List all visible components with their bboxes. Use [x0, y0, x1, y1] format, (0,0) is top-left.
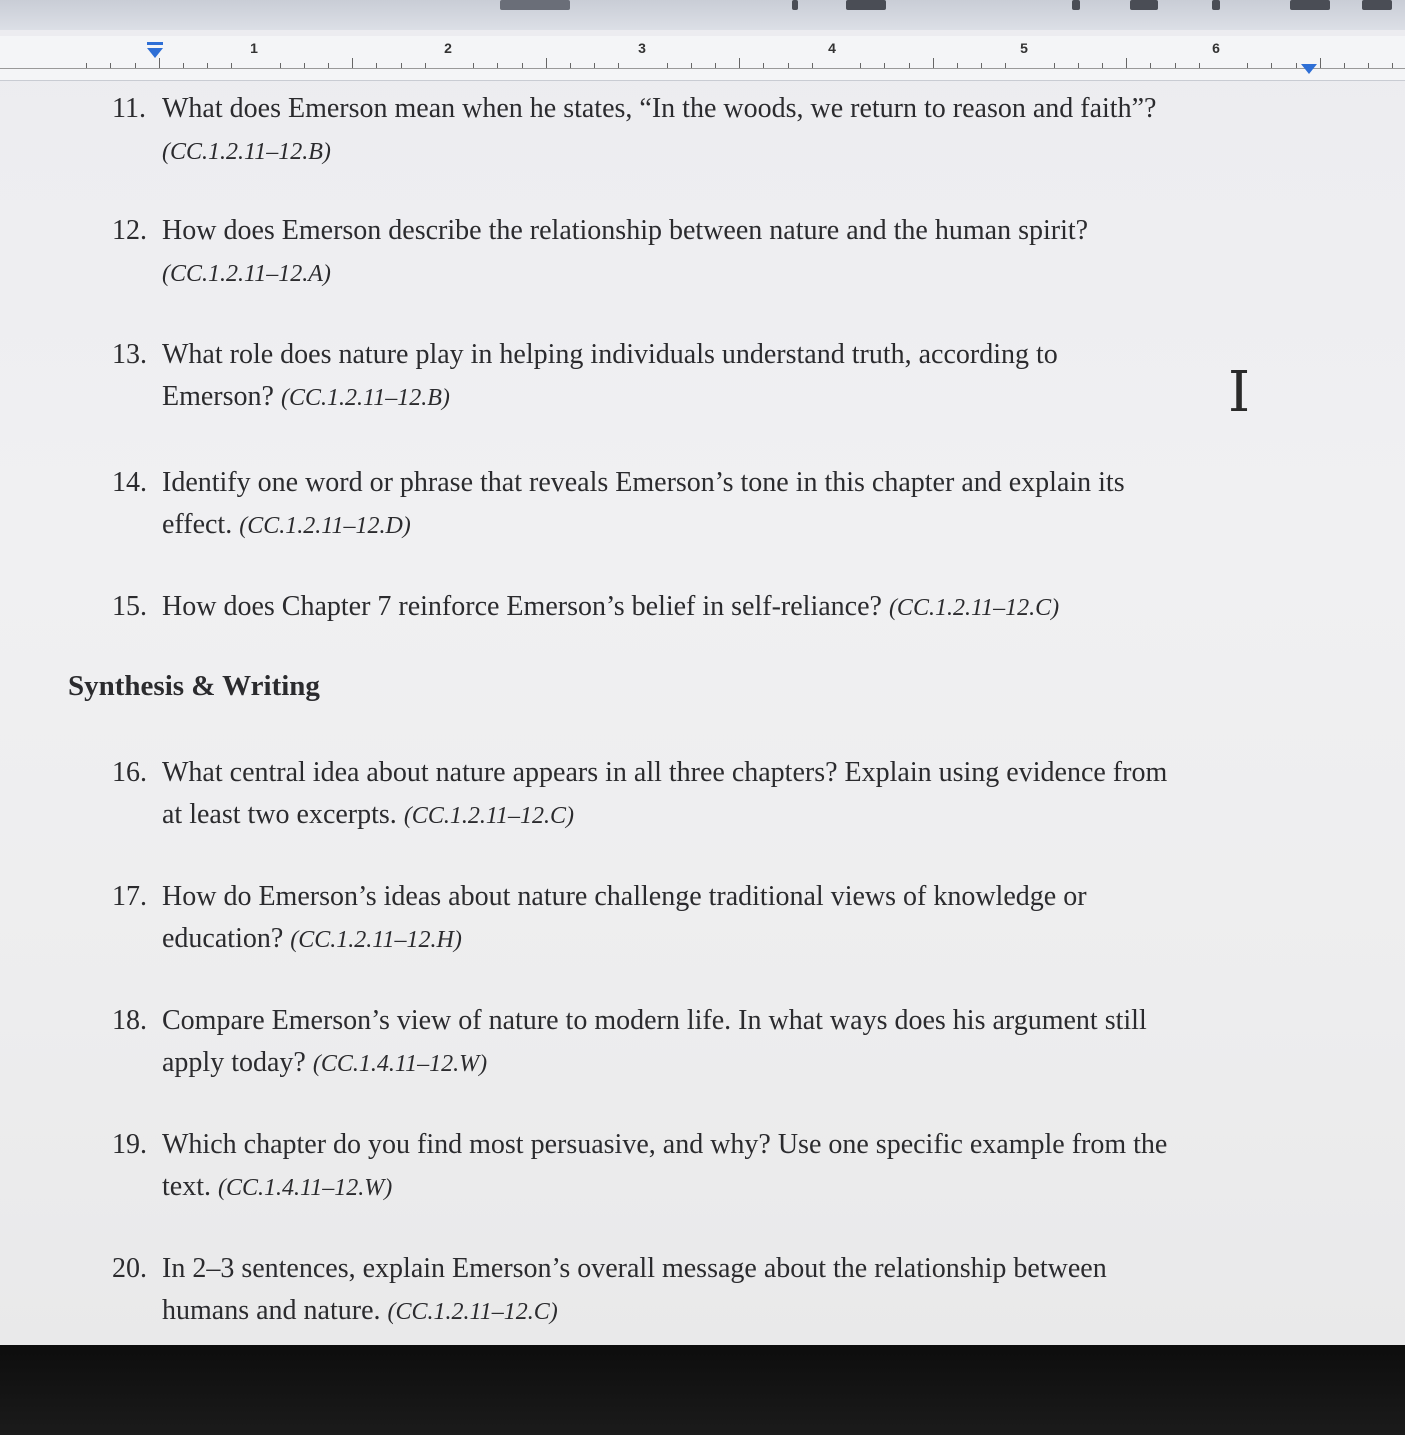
question-text: In 2–3 sentences, explain Emerson’s overall message about the relationship between	[162, 1253, 1107, 1284]
standard-code: (CC.1.2.11–12.C)	[403, 803, 575, 829]
standard-code: (CC.1.4.11–12.W)	[312, 1051, 488, 1077]
question-13	[112, 334, 1302, 419]
ruler-tick	[691, 63, 692, 68]
question-17	[112, 876, 1302, 961]
ruler-tick	[401, 63, 402, 68]
ruler-tick	[570, 63, 571, 68]
question-text-continued: text.	[162, 1171, 211, 1202]
ruler-tick	[1247, 63, 1248, 68]
section-heading: Synthesis & Writing	[68, 670, 320, 702]
ruler-tick	[860, 63, 861, 68]
left-indent-marker-icon[interactable]	[147, 48, 163, 58]
question-16	[112, 752, 1302, 837]
ruler-tick	[909, 63, 910, 68]
question-number: 16.	[112, 757, 147, 788]
ruler-tick	[86, 63, 87, 68]
ruler-tick	[280, 63, 281, 68]
ruler-tick	[594, 63, 595, 68]
question-number: 13.	[112, 339, 147, 370]
ruler-tick	[135, 63, 136, 68]
question-text: How does Emerson describe the relationship between nature and the human spirit?	[162, 215, 1089, 246]
standard-code: (CC.1.2.11–12.A)	[162, 261, 331, 287]
ruler-tick	[933, 58, 934, 68]
ruler-tick	[497, 63, 498, 68]
toolbar-button[interactable]	[500, 0, 570, 10]
question-number: 17.	[112, 881, 147, 912]
ruler-tick	[715, 63, 716, 68]
toolbar	[0, 0, 1405, 30]
question-text: What does Emerson mean when he states, “In the woods, we return to reason and faith”?	[162, 93, 1157, 124]
question-text-continued: apply today?	[162, 1047, 306, 1078]
toolbar-button[interactable]	[1130, 0, 1158, 10]
question-text: Identify one word or phrase that reveals Emerson’s tone in this chapter and explain its	[162, 467, 1125, 498]
monitor-bezel	[0, 1345, 1405, 1435]
first-line-indent-icon[interactable]	[147, 42, 163, 45]
ruler-tick	[352, 58, 353, 68]
ruler-tick	[957, 63, 958, 68]
toolbar-button[interactable]	[846, 0, 886, 10]
question-15	[112, 586, 1302, 629]
ruler-tick	[739, 58, 740, 68]
ruler-number: 2	[444, 40, 452, 56]
question-number: 20.	[112, 1253, 147, 1284]
standard-code: (CC.1.2.11–12.C)	[888, 595, 1060, 621]
ruler-tick	[110, 63, 111, 68]
document-page[interactable]	[0, 80, 1405, 1345]
ruler-tick	[1392, 63, 1393, 68]
ruler-tick	[1078, 63, 1079, 68]
toolbar-button[interactable]	[1290, 0, 1330, 10]
question-text-continued: education?	[162, 923, 284, 954]
standard-code: (CC.1.2.11–12.D)	[239, 513, 411, 539]
standard-code: (CC.1.2.11–12.H)	[290, 927, 462, 953]
ruler-tick	[376, 63, 377, 68]
question-number: 11.	[112, 93, 146, 124]
ruler-tick	[618, 63, 619, 68]
ruler-tick	[981, 63, 982, 68]
question-number: 12.	[112, 215, 147, 246]
question-number: 18.	[112, 1005, 147, 1036]
question-text-continued: humans and nature.	[162, 1295, 381, 1326]
standard-code: (CC.1.2.11–12.B)	[162, 139, 331, 165]
standard-code: (CC.1.4.11–12.W)	[218, 1175, 393, 1201]
ruler-number: 5	[1020, 40, 1028, 56]
ruler-tick	[159, 58, 160, 68]
ruler-tick	[1150, 63, 1151, 68]
ruler-number: 3	[638, 40, 646, 56]
standard-code: (CC.1.2.11–12.B)	[280, 385, 450, 411]
question-12	[112, 210, 1302, 295]
toolbar-button[interactable]	[1072, 0, 1080, 10]
ruler-tick	[1175, 63, 1176, 68]
question-text: What role does nature play in helping individuals understand truth, according to	[162, 339, 1058, 370]
ruler-number: 4	[828, 40, 836, 56]
ruler-tick	[231, 63, 232, 68]
question-20	[112, 1248, 1302, 1333]
question-18	[112, 1000, 1302, 1085]
question-text-continued: Emerson?	[162, 381, 274, 412]
ruler-tick	[473, 63, 474, 68]
ruler-tick	[1054, 63, 1055, 68]
question-11	[112, 88, 1302, 173]
ruler-tick	[183, 63, 184, 68]
ruler-tick	[667, 63, 668, 68]
ruler-tick	[1005, 63, 1006, 68]
toolbar-button[interactable]	[1212, 0, 1220, 10]
ruler-tick	[207, 63, 208, 68]
question-text-continued: effect.	[162, 509, 233, 540]
ruler-tick	[522, 63, 523, 68]
ruler-tick	[546, 58, 547, 68]
ruler-tick	[1126, 58, 1127, 68]
toolbar-button[interactable]	[1362, 0, 1392, 10]
ruler-number: 6	[1212, 40, 1220, 56]
ruler-tick	[884, 63, 885, 68]
question-text: Compare Emerson’s view of nature to modern life. In what ways does his argument still	[162, 1005, 1147, 1036]
toolbar-button[interactable]	[792, 0, 798, 10]
ruler-tick	[788, 63, 789, 68]
ruler-tick	[1102, 63, 1103, 68]
ruler-number: 1	[250, 40, 258, 56]
question-number: 14.	[112, 467, 147, 498]
ruler-tick	[763, 63, 764, 68]
question-text: Which chapter do you find most persuasive, and why? Use one specific example from the	[162, 1129, 1168, 1160]
question-number: 15.	[112, 591, 147, 622]
question-number: 19.	[112, 1129, 147, 1160]
ruler-tick	[1199, 63, 1200, 68]
ruler-tick	[328, 63, 329, 68]
ruler-tick	[425, 63, 426, 68]
i-beam-cursor-icon: I	[1228, 360, 1251, 425]
standard-code: (CC.1.2.11–12.C)	[387, 1299, 558, 1325]
right-indent-marker-icon[interactable]	[1301, 64, 1317, 74]
question-text: How does Chapter 7 reinforce Emerson’s belief in self-reliance?	[162, 591, 882, 622]
ruler-tick	[1296, 63, 1297, 68]
ruler-tick	[1271, 63, 1272, 68]
ruler-tick	[1368, 63, 1369, 68]
question-text: How do Emerson’s ideas about nature challenge traditional views of knowledge or	[162, 881, 1087, 912]
question-19	[112, 1124, 1302, 1209]
ruler-baseline	[0, 68, 1405, 69]
question-14	[112, 462, 1302, 547]
ruler-tick	[812, 63, 813, 68]
ruler-tick	[1320, 58, 1321, 68]
question-text: What central idea about nature appears in all three chapters? Explain using evidence from	[162, 757, 1168, 788]
horizontal-ruler[interactable]	[0, 36, 1405, 81]
ruler-tick	[1344, 63, 1345, 68]
ruler-tick	[304, 63, 305, 68]
question-text-continued: at least two excerpts.	[162, 799, 397, 830]
